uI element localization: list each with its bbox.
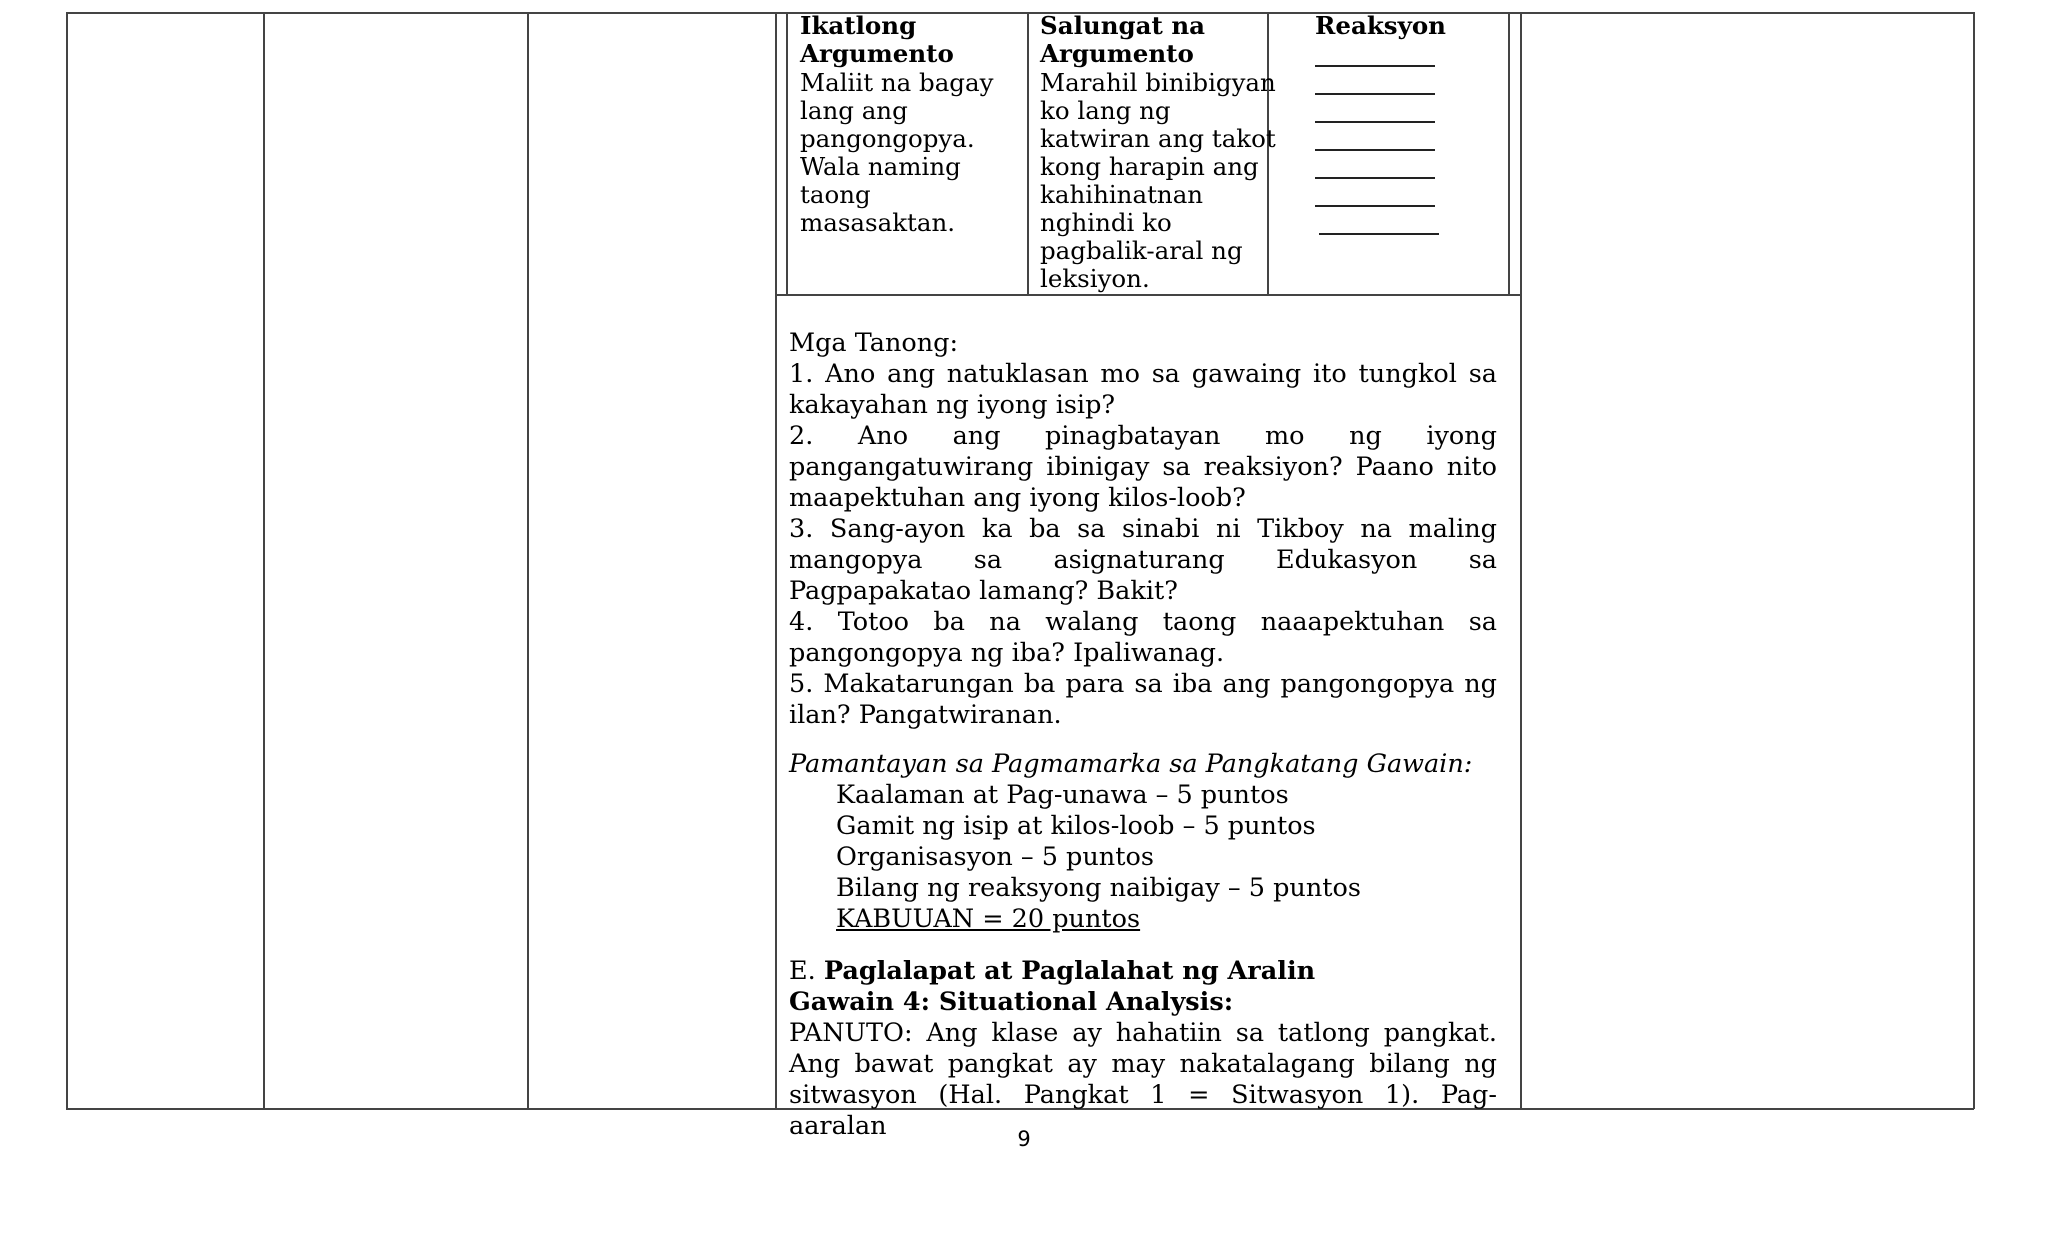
question-item: 5. Makatarungan ba para sa iba ang pangongopya ng ilan? Pangatwiranan.	[789, 669, 1497, 730]
counter-argument-column-header: Salungat na Argumento	[1040, 11, 1206, 69]
section-title: Paglalapat at Paglalahat ng Aralin	[823, 956, 1316, 986]
rubric-criterion: Bilang ng reaksyong naibigay – 5 puntos	[836, 873, 1361, 903]
counter-argument-text-line: pagbalik-aral ng	[1040, 236, 1243, 265]
outer-table-column-border	[263, 12, 265, 1109]
reaction-blank-line	[1315, 177, 1435, 179]
outer-table-column-border	[527, 12, 529, 1109]
argument-table-column-border	[786, 12, 788, 295]
reaction-blank-line	[1315, 121, 1435, 123]
activity-instructions: PANUTO: Ang klase ay hahatiin sa tatlong pangkat. Ang bawat pangkat ay may nakatalagang bilang ng sitwasyon (Hal. Pangkat 1 = Sitwasyon 1). Pag-aaralan	[789, 1018, 1497, 1141]
question-item: 4. Totoo ba na walang taong naaapektuhan sa pangongopya ng iba? Ipaliwanag.	[789, 607, 1497, 668]
question-item: 2. Ano ang pinagbatayan mo ng iyong pangangatuwirang ibinigay sa reaksiyon? Paano nito maapektuhan ang iyong kilos-loob?	[789, 421, 1497, 513]
question-item: 3. Sang-ayon ka ba sa sinabi ni Tikboy na maling mangopya sa asignaturang Edukasyon sa Pagpapakatao lamang? Bakit?	[789, 514, 1497, 606]
argument-text-line: Maliit na bagay	[800, 68, 994, 97]
reaction-blank-line	[1319, 233, 1439, 235]
reaction-column-header: Reaksyon	[1315, 11, 1446, 40]
argument-text-line: lang ang	[800, 96, 908, 125]
rubric-criterion: Organisasyon – 5 puntos	[836, 842, 1154, 872]
reaction-blank-line	[1315, 205, 1435, 207]
counter-argument-text-line: Marahil binibigyan	[1040, 68, 1276, 97]
argument-table-bottom-border	[775, 294, 1521, 296]
argument-column-header: Ikatlong Argumento	[800, 11, 954, 69]
counter-argument-text-line: leksiyon.	[1040, 264, 1150, 293]
counter-argument-text-line: nghindi ko	[1040, 208, 1172, 237]
argument-text-line: pangongopya.	[800, 124, 975, 153]
section-letter: E.	[789, 956, 816, 986]
question-item: 1. Ano ang natuklasan mo sa gawaing ito tungkol sa kakayahan ng iyong isip?	[789, 359, 1497, 420]
page-number: 9	[1017, 1127, 1031, 1151]
reaction-blank-line	[1315, 149, 1435, 151]
argument-table-column-border	[1027, 12, 1029, 295]
activity-title: Gawain 4: Situational Analysis:	[789, 987, 1234, 1017]
outer-table-column-border	[775, 12, 777, 1109]
rubric-criterion: Gamit ng isip at kilos-loob – 5 puntos	[836, 811, 1316, 841]
reaction-blank-line	[1315, 65, 1435, 67]
argument-table-column-border	[1267, 12, 1269, 295]
rubric-total: KABUUAN = 20 puntos	[836, 904, 1141, 934]
questions-heading: Mga Tanong:	[789, 328, 959, 358]
outer-table-column-border	[66, 12, 68, 1109]
counter-argument-text-line: ko lang ng	[1040, 96, 1171, 125]
argument-text-line: Wala naming	[800, 152, 961, 181]
counter-argument-text-line: katwiran ang takot	[1040, 124, 1276, 153]
argument-text-line: masasaktan.	[800, 208, 956, 237]
counter-argument-text-line: kahihinatnan	[1040, 180, 1204, 209]
outer-table-column-border	[1973, 12, 1975, 1109]
section-heading	[789, 956, 1497, 987]
reaction-blank-line	[1315, 93, 1435, 95]
outer-table-column-border	[1520, 12, 1522, 1109]
argument-text-line: taong	[800, 180, 871, 209]
counter-argument-text-line: kong harapin ang	[1040, 152, 1259, 181]
outer-table-top-border	[66, 12, 1974, 14]
rubric-title: Pamantayan sa Pagmamarka sa Pangkatang Gawain:	[789, 749, 1473, 779]
argument-table-column-border	[1508, 12, 1510, 295]
rubric-criterion: Kaalaman at Pag-unawa – 5 puntos	[836, 780, 1289, 810]
